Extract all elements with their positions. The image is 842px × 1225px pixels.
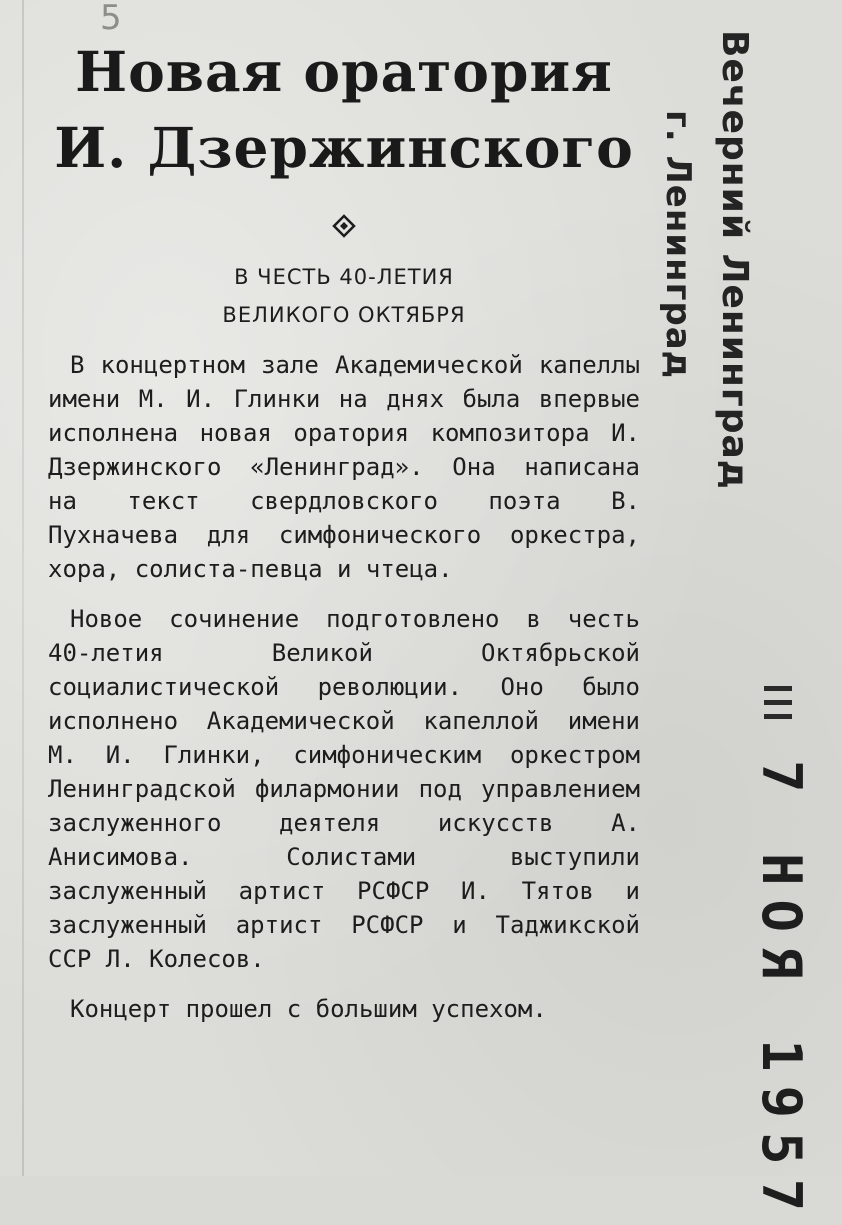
paragraph-2: Новое сочинение подготовлено в честь 40-летия Великой Октябрьской социалистической революции. Оно было исполнено Академической капеллой имени М. И. Глинки, симфоническим оркестром Ленинградской филармонии под управлением заслуженного деятеля искусств А. Анисимова. Солистами выступили заслуженный артист РСФСР И. Тятов и заслуженный артист РСФСР и Таджикской ССР Л. Колесов. [48,605,640,973]
stamp-city: г. Ленинград [658,110,698,380]
diamond-ornament-icon [332,214,356,238]
stamp-paper-name: Вечерний Ленинград [714,30,755,490]
headline-line-1: Новая оратория [75,39,613,104]
subheading-line-2: ВЕЛИКОГО ОКТЯБРЯ [222,303,466,327]
paragraph-3: Концерт прошел с большим успехом. [70,995,547,1023]
paragraph-1: В концертном зале Академической капеллы имени М. И. Глинки на днях была впервые исполнена новая оратория композитора И. Дзержинского «Ленинград». Она написана на текст свердловского поэта В. Пухначева для симфонического оркестра, хора, солиста-певца и чтеца. [48,351,640,583]
subheading-line-1: В ЧЕСТЬ 40-ЛЕТИЯ [234,265,454,289]
stamp-date: 7 НОЯ 1957 [750,760,813,1225]
headline [48,34,640,186]
pencil-mark: 5 [100,0,122,38]
article [48,34,640,1026]
subheading [48,258,640,334]
stamp-bar-mark-icon [758,680,798,730]
headline-line-2: И. Дзержинского [54,115,634,180]
newspaper-masthead-stamp [650,30,770,490]
fold-line [22,0,24,1176]
date-stamp [740,680,816,1225]
